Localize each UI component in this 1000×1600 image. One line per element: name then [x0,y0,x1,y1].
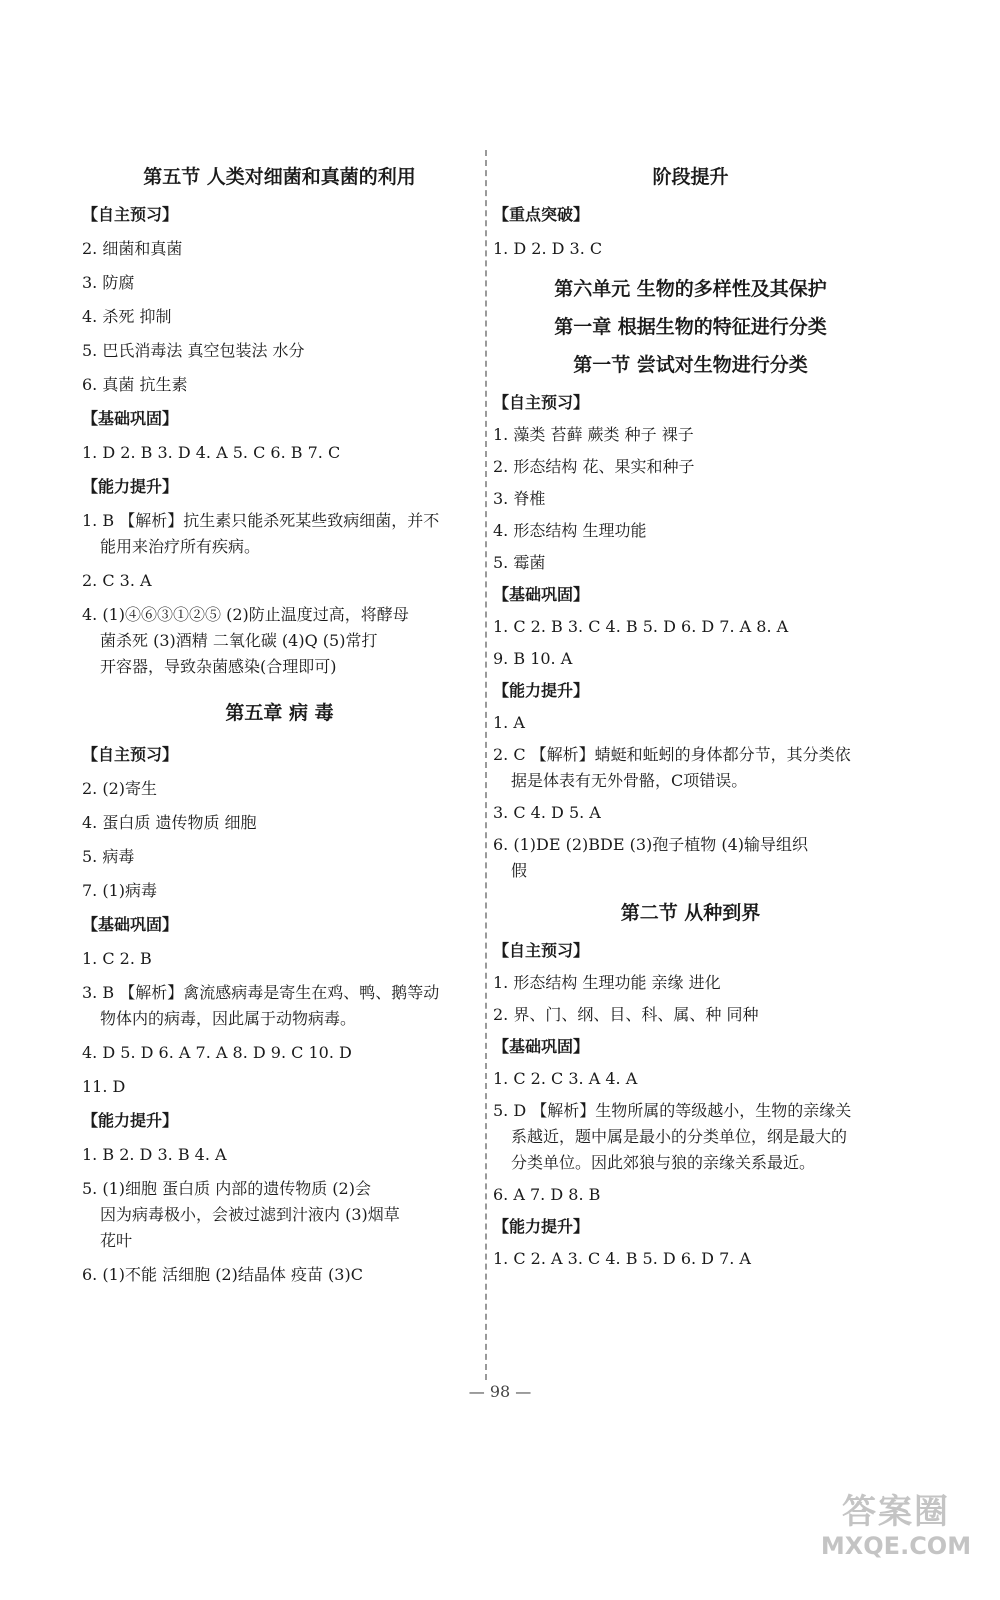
section-heading: 【基础巩固】 [493,1037,590,1056]
answer-line: 能用来治疗所有疾病。 [100,537,261,556]
answer-line: 2. 界、门、纲、目、科、属、种 同种 [493,1005,759,1024]
section-heading: 【自主预习】 [82,745,179,764]
section-heading: 【基础巩固】 [82,409,179,428]
left-column [82,150,477,1298]
answer-line: 1. 形态结构 生理功能 亲缘 进化 [493,973,721,992]
section-heading: 【基础巩固】 [493,585,590,604]
section-heading: 【自主预习】 [493,941,590,960]
answer-line: 2. 形态结构 花、果实和种子 [493,457,695,476]
answer-line: 5. (1)细胞 蛋白质 内部的遗传物质 (2)会 [82,1179,371,1198]
answer-line: 开容器，导致杂菌感染(合理即可) [100,657,337,676]
answer-line: 1. C 2. C 3. A 4. A [493,1069,638,1088]
answer-line: 1. D 2. B 3. D 4. A 5. C 6. B 7. C [82,443,341,462]
right-column [493,150,888,1282]
answer-line: 6. (1)DE (2)BDE (3)孢子植物 (4)输导组织 [493,835,809,854]
answer-line: 3. 脊椎 [493,489,546,508]
answer-line: 假 [511,861,528,880]
answer-line: 据是体表有无外骨骼，C项错误。 [511,771,748,790]
answer-line: 2. C 3. A [82,571,152,590]
answer-line: 花叶 [100,1231,133,1250]
section-heading: 【基础巩固】 [82,915,179,934]
answer-line: 菌杀死 (3)酒精 二氧化碳 (4)Q (5)常打 [100,631,378,650]
answer-line: 4. D 5. D 6. A 7. A 8. D 9. C 10. D [82,1043,352,1062]
section-title: 阶段提升 [652,166,729,188]
answer-line: 9. B 10. A [493,649,573,668]
answer-line: 5. D 【解析】生物所属的等级越小，生物的亲缘关 [493,1101,852,1120]
watermark-logo [818,1492,974,1560]
watermark-url: MXQE.COM [820,1532,972,1560]
answer-line: 3. B 【解析】禽流感病毒是寄生在鸡、鸭、鹅等动 [82,983,440,1002]
answer-line: 1. B 【解析】抗生素只能杀死某些致病细菌，并不 [82,511,440,530]
section-heading: 【能力提升】 [493,1217,590,1236]
section-heading: 【能力提升】 [82,1111,179,1130]
answer-line: 11. D [82,1077,126,1096]
watermark-text: 答案圈 [842,1492,950,1532]
answer-line: 4. 蛋白质 遗传物质 细胞 [82,813,257,832]
chapter-title: 第五章 病 毒 [225,702,334,724]
section-heading: 【能力提升】 [82,477,179,496]
answer-line: 1. C 2. A 3. C 4. B 5. D 6. D 7. A [493,1249,751,1268]
answer-line: 3. 防腐 [82,273,135,292]
answer-line: 5. 霉菌 [493,553,546,572]
answer-line: 2. 细菌和真菌 [82,239,183,258]
section-title: 第二节 从种到界 [620,902,761,924]
section-heading: 【重点突破】 [493,205,590,224]
answer-line: 7. (1)病毒 [82,881,158,900]
answer-line: 1. D 2. D 3. C [493,239,603,258]
answer-line: 系越近，题中属是最小的分类单位，纲是最大的 [511,1127,848,1146]
answer-line: 物体内的病毒，因此属于动物病毒。 [100,1009,357,1028]
answer-line: 5. 巴氏消毒法 真空包装法 水分 [82,341,305,360]
answer-line: 2. C 【解析】蜻蜓和蚯蚓的身体都分节，其分类依 [493,745,851,764]
answer-line: 6. A 7. D 8. B [493,1185,601,1204]
answer-line: 1. A [493,713,525,732]
answer-line: 1. C 2. B 3. C 4. B 5. D 6. D 7. A 8. A [493,617,789,636]
column-divider [485,150,487,1380]
section-heading: 【自主预习】 [493,393,590,412]
answer-line: 6. (1)不能 活细胞 (2)结晶体 疫苗 (3)C [82,1265,363,1284]
section-heading: 【能力提升】 [493,681,590,700]
answer-line: 2. (2)寄生 [82,779,158,798]
section-title: 第五节 人类对细菌和真菌的利用 [143,166,416,188]
answer-line: 3. C 4. D 5. A [493,803,601,822]
chapter-title: 第一章 根据生物的特征进行分类 [554,316,827,338]
answer-line: 1. B 2. D 3. B 4. A [82,1145,227,1164]
page-number: — 98 — [468,1382,532,1401]
answer-line: 4. (1)④⑥③①②⑤ (2)防止温度过高，将酵母 [82,605,409,624]
answer-line: 因为病毒极小，会被过滤到汁液内 (3)烟草 [100,1205,400,1224]
answer-line: 5. 病毒 [82,847,135,866]
answer-line: 分类单位。因此郊狼与狼的亲缘关系最近。 [511,1153,816,1172]
unit-title: 第六单元 生物的多样性及其保护 [554,278,827,300]
answer-line: 1. C 2. B [82,949,152,968]
answer-line: 4. 杀死 抑制 [82,307,172,326]
section-title: 第一节 尝试对生物进行分类 [573,354,808,376]
section-heading: 【自主预习】 [82,205,179,224]
answer-line: 6. 真菌 抗生素 [82,375,188,394]
answer-line: 4. 形态结构 生理功能 [493,521,647,540]
answer-line: 1. 藻类 苔藓 蕨类 种子 裸子 [493,425,694,444]
